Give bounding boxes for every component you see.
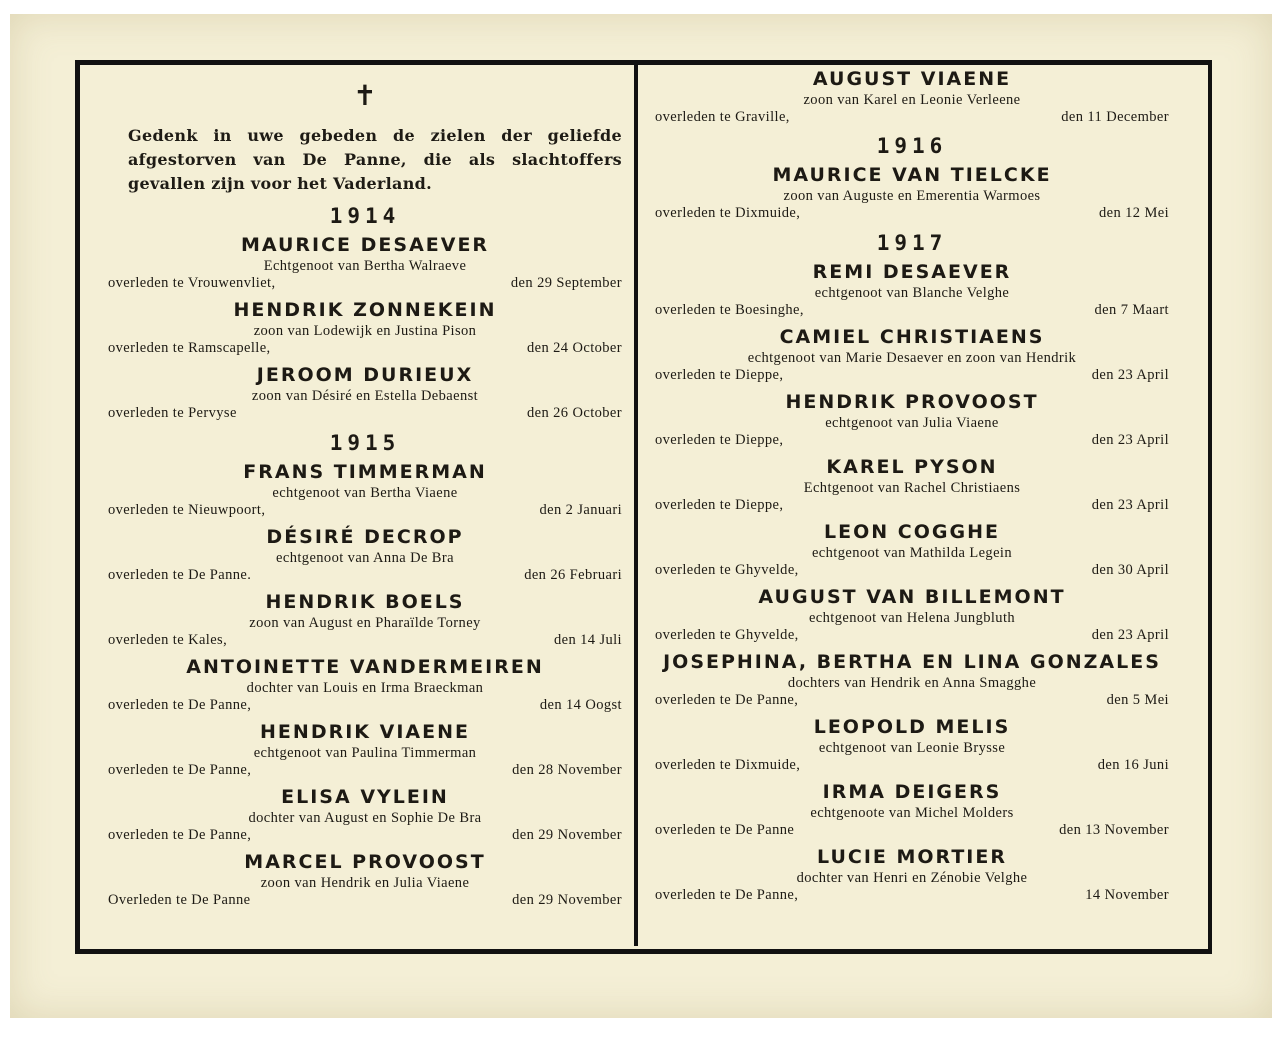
- deceased-name: LEOPOLD MELIS: [813, 716, 1011, 738]
- death-date: den 28 November: [512, 762, 622, 778]
- deceased-name: ELISA VYLEIN: [281, 786, 449, 808]
- memorial-entry: [655, 844, 1169, 909]
- death-place: overleden te Ghyvelde,: [655, 562, 799, 578]
- year-heading: 1914: [329, 204, 401, 228]
- deceased-name: AUGUST VIAENE: [812, 68, 1012, 90]
- memorial-entry: [108, 654, 622, 719]
- relation-line: dochters van Hendrik en Anna Smagghe: [787, 675, 1037, 691]
- death-date: den 29 November: [512, 892, 622, 908]
- death-line: [655, 626, 1169, 644]
- deceased-name: LEON COGGHE: [824, 521, 1000, 543]
- memorial-entry: [108, 297, 622, 362]
- memorial-entry: [108, 784, 622, 849]
- relation-line: echtgenoot van Julia Viaene: [825, 415, 999, 431]
- memorial-entry: [655, 779, 1169, 844]
- death-place: overleden te Pervyse: [108, 405, 237, 421]
- memorial-entry: [655, 584, 1169, 649]
- death-line: [655, 691, 1169, 709]
- year-heading: 1916: [876, 134, 948, 158]
- death-line: [108, 566, 622, 584]
- death-place: Overleden te De Panne: [108, 892, 251, 908]
- relation-line: zoon van Lodewijk en Justina Pison: [253, 323, 477, 339]
- death-line: [655, 301, 1169, 319]
- death-line: [108, 274, 622, 292]
- death-place: overleden te Dieppe,: [655, 367, 784, 383]
- memorial-entry: [108, 849, 622, 914]
- relation-line: dochter van August en Sophie De Bra: [248, 810, 482, 826]
- right-list: [655, 66, 1169, 909]
- death-date: den 13 November: [1059, 822, 1169, 838]
- left-list: [108, 200, 622, 914]
- relation-line: zoon van Hendrik en Julia Viaene: [260, 875, 470, 891]
- death-date: den 23 April: [1091, 432, 1169, 448]
- death-line: [655, 431, 1169, 449]
- death-place: overleden te Dixmuide,: [655, 205, 801, 221]
- death-place: overleden te Dieppe,: [655, 432, 784, 448]
- memorial-entry: [108, 459, 622, 524]
- death-place: overleden te De Panne.: [108, 567, 252, 583]
- death-place: overleden te De Panne,: [108, 827, 252, 843]
- relation-line: Echtgenoot van Rachel Christiaens: [803, 480, 1021, 496]
- death-date: den 24 October: [527, 340, 622, 356]
- relation-line: echtgenoot van Marie Desaever en zoon van Hendrik: [747, 350, 1077, 366]
- relation-line: echtgenoot van Mathilda Legein: [811, 545, 1013, 561]
- death-date: den 2 Januari: [539, 502, 622, 518]
- deceased-name: HENDRIK BOELS: [265, 591, 465, 613]
- death-place: overleden te Dixmuide,: [655, 757, 801, 773]
- deceased-name: MARCEL PROVOOST: [244, 851, 486, 873]
- memorial-entry: [655, 714, 1169, 779]
- death-date: den 23 April: [1091, 627, 1169, 643]
- memorial-entry: [108, 362, 622, 427]
- year-heading: 1915: [329, 431, 401, 455]
- death-date: den 14 Oogst: [539, 697, 622, 713]
- death-date: 14 November: [1085, 887, 1169, 903]
- relation-line: zoon van Désiré en Estella Debaenst: [251, 388, 479, 404]
- death-date: den 29 September: [510, 275, 622, 291]
- death-line: [655, 366, 1169, 384]
- deceased-name: HENDRIK PROVOOST: [785, 391, 1039, 413]
- memorial-entry: [655, 66, 1169, 130]
- relation-line: zoon van August en Pharaïlde Torney: [249, 615, 481, 631]
- memorial-entry: [108, 524, 622, 589]
- deceased-name: REMI DESAEVER: [812, 261, 1012, 283]
- death-line: [108, 631, 622, 649]
- relation-line: echtgenoot van Anna De Bra: [276, 550, 454, 566]
- relation-line: Echtgenoot van Bertha Walraeve: [263, 258, 467, 274]
- death-place: overleden te Vrouwenvliet,: [108, 275, 276, 291]
- death-line: [655, 496, 1169, 514]
- left-column: [108, 66, 622, 936]
- death-date: den 26 Februari: [524, 567, 622, 583]
- death-date: den 12 Mei: [1098, 205, 1169, 221]
- death-place: overleden te De Panne,: [655, 887, 799, 903]
- death-line: [655, 561, 1169, 579]
- death-date: den 14 Juli: [553, 632, 622, 648]
- death-line: [108, 826, 622, 844]
- death-date: den 30 April: [1091, 562, 1169, 578]
- deceased-name: AUGUST VAN BILLEMONT: [758, 586, 1066, 608]
- death-line: [655, 108, 1169, 126]
- deceased-name: KAREL PYSON: [826, 456, 998, 478]
- memorial-entry: [655, 162, 1169, 227]
- death-place: overleden te Boesinghe,: [655, 302, 804, 318]
- intro-text: Gedenk in uwe gebeden de zielen der geliefde afgestorven van De Panne, die als slachtoffers gevallen zijn voor het Vaderland.: [128, 126, 622, 193]
- memorial-entry: [655, 324, 1169, 389]
- death-place: overleden te Dieppe,: [655, 497, 784, 513]
- memorial-entry: [108, 719, 622, 784]
- relation-line: zoon van Karel en Leonie Verleene: [803, 92, 1021, 108]
- memorial-entry: [655, 454, 1169, 519]
- right-column: [655, 66, 1169, 936]
- memorial-entry: [108, 589, 622, 654]
- death-place: overleden te Nieuwpoort,: [108, 502, 266, 518]
- relation-line: dochter van Henri en Zénobie Velghe: [796, 870, 1028, 886]
- death-date: den 23 April: [1091, 497, 1169, 513]
- deceased-name: HENDRIK ZONNEKEIN: [233, 299, 497, 321]
- death-date: den 11 December: [1061, 109, 1169, 125]
- death-line: [108, 404, 622, 422]
- death-place: overleden te De Panne,: [655, 692, 799, 708]
- memorial-entry: [655, 259, 1169, 324]
- death-line: [108, 696, 622, 714]
- death-date: den 26 October: [527, 405, 622, 421]
- relation-line: echtgenoot van Paulina Timmerman: [253, 745, 477, 761]
- deceased-name: HENDRIK VIAENE: [260, 721, 470, 743]
- death-line: [655, 204, 1169, 222]
- column-divider: [634, 64, 638, 946]
- deceased-name: LUCIE MORTIER: [817, 846, 1007, 868]
- death-place: overleden te Graville,: [655, 109, 790, 125]
- relation-line: echtgenoote van Michel Molders: [810, 805, 1014, 821]
- death-line: [108, 891, 622, 909]
- death-line: [108, 761, 622, 779]
- deceased-name: JOSEPHINA, BERTHA EN LINA GONZALES: [663, 651, 1161, 673]
- deceased-name: ANTOINETTE VANDERMEIREN: [186, 656, 544, 678]
- relation-line: echtgenoot van Blanche Velghe: [814, 285, 1010, 301]
- deceased-name: MAURICE VAN TIELCKE: [772, 164, 1052, 186]
- death-place: overleden te De Panne: [655, 822, 795, 838]
- death-date: den 29 November: [512, 827, 622, 843]
- relation-line: dochter van Louis en Irma Braeckman: [246, 680, 484, 696]
- death-place: overleden te Ghyvelde,: [655, 627, 799, 643]
- death-line: [655, 756, 1169, 774]
- death-date: den 23 April: [1091, 367, 1169, 383]
- death-line: [108, 501, 622, 519]
- memorial-entry: [655, 519, 1169, 584]
- memorial-entry: [108, 232, 622, 297]
- deceased-name: MAURICE DESAEVER: [240, 234, 490, 256]
- death-date: den 16 Juni: [1097, 757, 1169, 773]
- death-place: overleden te Ramscapelle,: [108, 340, 271, 356]
- death-place: overleden te De Panne,: [108, 697, 252, 713]
- relation-line: echtgenoot van Helena Jungbluth: [808, 610, 1016, 626]
- deceased-name: CAMIEL CHRISTIAENS: [779, 326, 1045, 348]
- deceased-name: IRMA DEIGERS: [822, 781, 1002, 803]
- deceased-name: JEROOM DURIEUX: [256, 364, 474, 386]
- relation-line: echtgenoot van Leonie Brysse: [818, 740, 1006, 756]
- cross-icon: ✝: [353, 79, 377, 112]
- death-line: [655, 886, 1169, 904]
- death-date: den 7 Maart: [1094, 302, 1169, 318]
- death-place: overleden te Kales,: [108, 632, 228, 648]
- relation-line: zoon van Auguste en Emerentia Warmoes: [783, 188, 1041, 204]
- relation-line: echtgenoot van Bertha Viaene: [272, 485, 458, 501]
- deceased-name: DÉSIRÉ DECROP: [266, 526, 464, 548]
- year-heading: 1917: [876, 231, 948, 255]
- death-line: [655, 821, 1169, 839]
- death-place: overleden te De Panne,: [108, 762, 252, 778]
- death-date: den 5 Mei: [1106, 692, 1169, 708]
- memorial-entry: [655, 389, 1169, 454]
- death-line: [108, 339, 622, 357]
- memorial-entry: [655, 649, 1169, 714]
- deceased-name: FRANS TIMMERMAN: [243, 461, 487, 483]
